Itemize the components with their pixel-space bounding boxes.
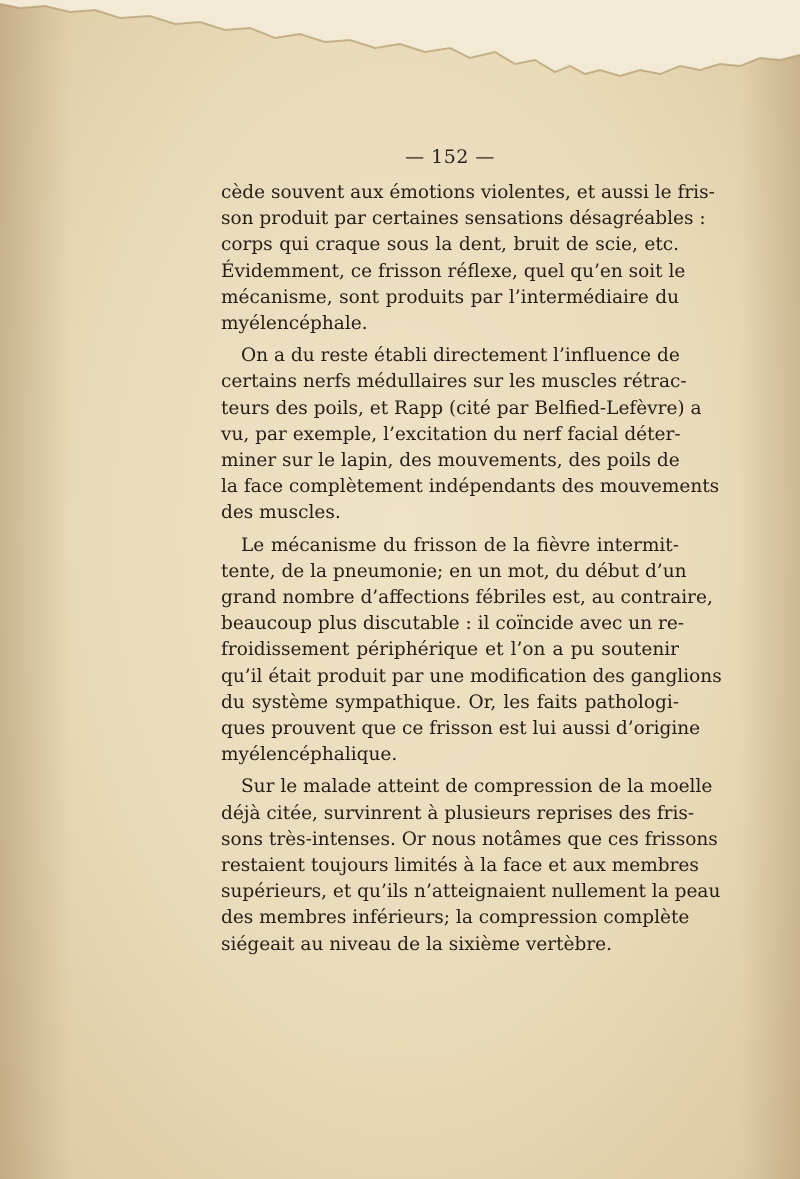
text-line: siégeait au niveau de la sixième vertèbre. [221, 933, 613, 955]
text-line: tente, de la pneumonie; en un mot, du début d’un [221, 560, 687, 582]
text-line: myélencéphalique. [221, 744, 398, 766]
page-number: — 152 — [405, 146, 495, 168]
page-right-shadow [740, 0, 800, 1179]
text-line: vu, par exemple, l’excitation du nerf facial déter- [221, 423, 681, 445]
text-line: On a du reste établi directement l’influence de [241, 345, 680, 367]
text-line: grand nombre d’affections fébriles est, au contraire, [221, 587, 713, 609]
text-line: Le mécanisme du frisson de la fièvre intermit- [241, 534, 679, 556]
text-line: certains nerfs médullaires sur les muscles rétrac- [221, 371, 687, 393]
text-line: qu’il était produit par une modification des ganglions [221, 665, 722, 687]
paragraph-2 [221, 343, 720, 526]
text-line: Sur le malade atteint de compression de la moelle [241, 776, 713, 798]
text-line: cède souvent aux émotions violentes, et aussi le fris- [221, 182, 715, 203]
text-line: la face complètement indépendants des mouvements [221, 476, 720, 498]
text-line: supérieurs, et qu’ils n’atteignaient nullement la peau [221, 881, 721, 903]
text-line: corps qui craque sous la dent, bruit de scie, etc. [221, 234, 679, 256]
page-left-shadow [0, 0, 70, 1179]
text-line: du système sympathique. Or, les faits pathologi- [221, 691, 679, 713]
text-line: des membres inférieurs; la compression complète [221, 907, 690, 929]
paragraph-4 [221, 774, 721, 957]
text-line: des muscles. [221, 502, 341, 524]
text-line: son produit par certaines sensations désagréables : [221, 208, 706, 230]
text-line: déjà citée, survinrent à plusieurs reprises des fris- [221, 802, 695, 824]
text-line: miner sur le lapin, des mouvements, des poils de [221, 450, 680, 472]
text-line: restaient toujours limités à la face et aux membres [221, 855, 699, 877]
text-line: teurs des poils, et Rapp (cité par Belfied-Lefèvre) a [221, 397, 702, 419]
text-line: froidissement périphérique et l’on a pu soutenir [221, 639, 679, 661]
text-line: myélencéphale. [221, 313, 368, 335]
paragraph-1 [221, 180, 715, 337]
text-line: beaucoup plus discutable : il coïncide avec un re- [221, 613, 685, 635]
paragraph-3 [221, 533, 722, 769]
text-line: Évidemment, ce frisson réflexe, quel qu’en soit le [221, 260, 686, 282]
text-line: sons très-intenses. Or nous notâmes que ces frissons [221, 828, 718, 850]
body-text [221, 180, 722, 958]
torn-top-edge [0, 0, 800, 90]
text-line: mécanisme, sont produits par l’intermédiaire du [221, 286, 679, 308]
text-line: ques prouvent que ce frisson est lui aussi d’origine [221, 718, 701, 740]
